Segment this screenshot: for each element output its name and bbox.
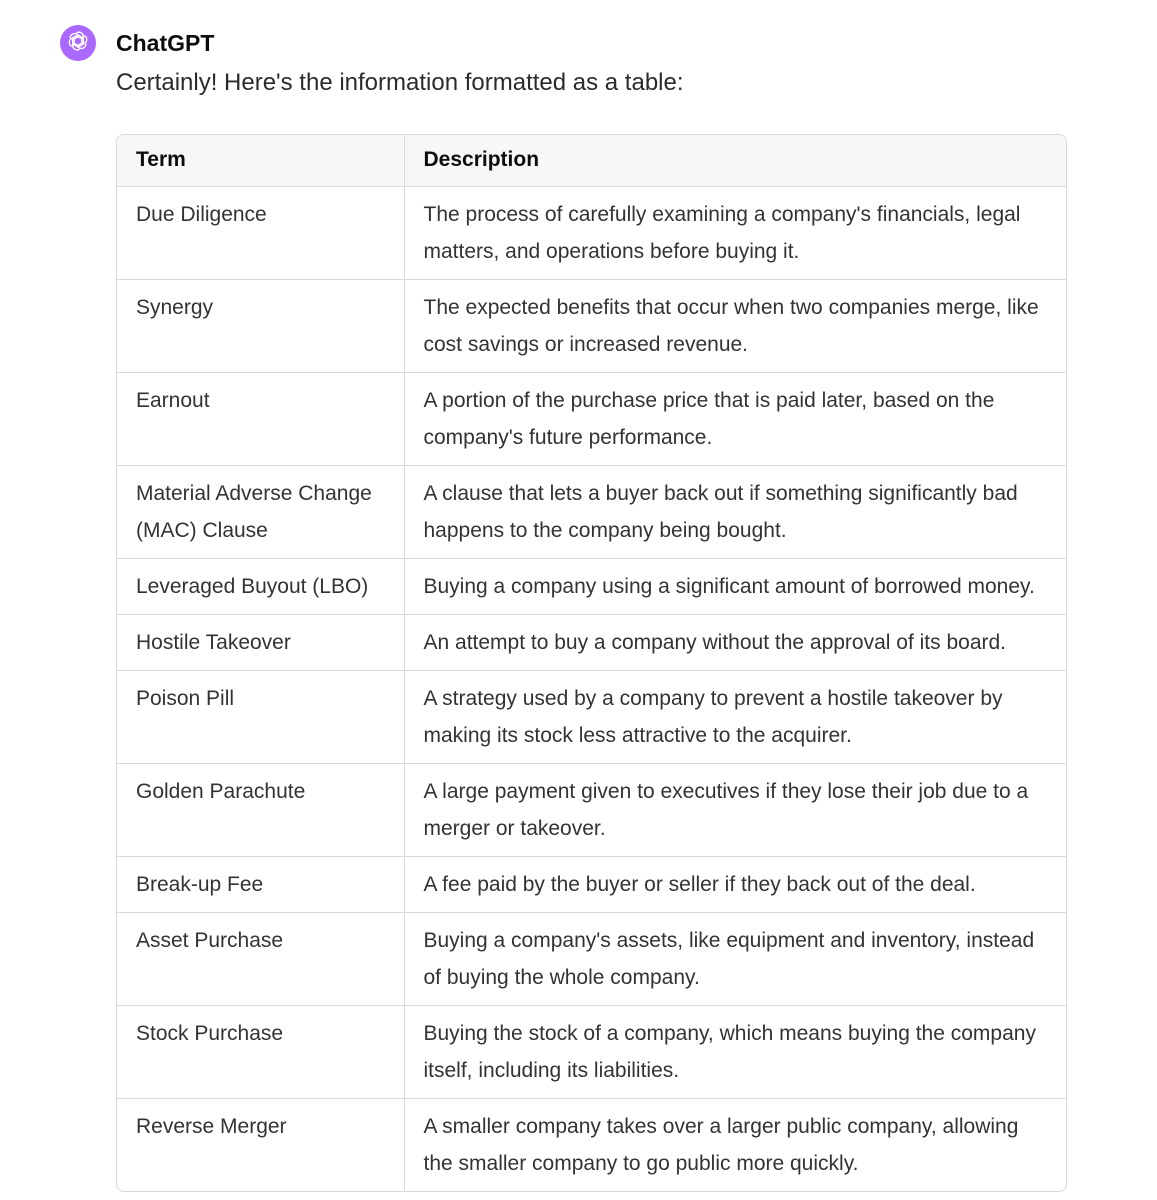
term-cell: Material Adverse Change (MAC) Clause [117, 465, 404, 558]
table-row [117, 614, 1066, 670]
term-cell: Earnout [117, 372, 404, 465]
table-row [117, 279, 1066, 372]
terms-table [117, 135, 1066, 1191]
description-cell: Buying a company using a significant amount of borrowed money. [404, 558, 1066, 614]
table-row [117, 465, 1066, 558]
openai-logo-icon [66, 29, 90, 58]
description-cell: Buying a company's assets, like equipment and inventory, instead of buying the whole company. [404, 912, 1066, 1005]
term-cell: Hostile Takeover [117, 614, 404, 670]
term-cell: Due Diligence [117, 186, 404, 279]
description-cell: Buying the stock of a company, which means buying the company itself, including its liabilities. [404, 1005, 1066, 1098]
term-cell: Break-up Fee [117, 856, 404, 912]
term-cell: Asset Purchase [117, 912, 404, 1005]
description-cell: The process of carefully examining a company's financials, legal matters, and operations before buying it. [404, 186, 1066, 279]
description-cell: A strategy used by a company to prevent a hostile takeover by making its stock less attractive to the acquirer. [404, 670, 1066, 763]
table-row [117, 763, 1066, 856]
term-cell: Synergy [117, 279, 404, 372]
table-row [117, 558, 1066, 614]
table-row [117, 912, 1066, 1005]
table-row [117, 186, 1066, 279]
column-header-description: Description [404, 135, 1066, 186]
column-header-term: Term [117, 135, 404, 186]
avatar [60, 25, 96, 61]
description-cell: A smaller company takes over a larger public company, allowing the smaller company to go public more quickly. [404, 1098, 1066, 1191]
message-author: ChatGPT [116, 30, 215, 56]
table-row [117, 856, 1066, 912]
term-cell: Stock Purchase [117, 1005, 404, 1098]
table-row [117, 1098, 1066, 1191]
terms-table-container [116, 134, 1067, 1192]
message-intro: Certainly! Here's the information formatted as a table: [116, 69, 684, 96]
term-cell: Poison Pill [117, 670, 404, 763]
description-cell: A clause that lets a buyer back out if something significantly bad happens to the company being bought. [404, 465, 1066, 558]
term-cell: Leveraged Buyout (LBO) [117, 558, 404, 614]
term-cell: Golden Parachute [117, 763, 404, 856]
description-cell: A fee paid by the buyer or seller if they back out of the deal. [404, 856, 1066, 912]
table-row [117, 1005, 1066, 1098]
description-cell: A portion of the purchase price that is paid later, based on the company's future performance. [404, 372, 1066, 465]
table-row [117, 670, 1066, 763]
table-header-row [117, 135, 1066, 186]
description-cell: The expected benefits that occur when two companies merge, like cost savings or increased revenue. [404, 279, 1066, 372]
description-cell: A large payment given to executives if they lose their job due to a merger or takeover. [404, 763, 1066, 856]
description-cell: An attempt to buy a company without the approval of its board. [404, 614, 1066, 670]
table-body [117, 186, 1066, 1191]
term-cell: Reverse Merger [136, 1114, 287, 1138]
table-row [117, 372, 1066, 465]
